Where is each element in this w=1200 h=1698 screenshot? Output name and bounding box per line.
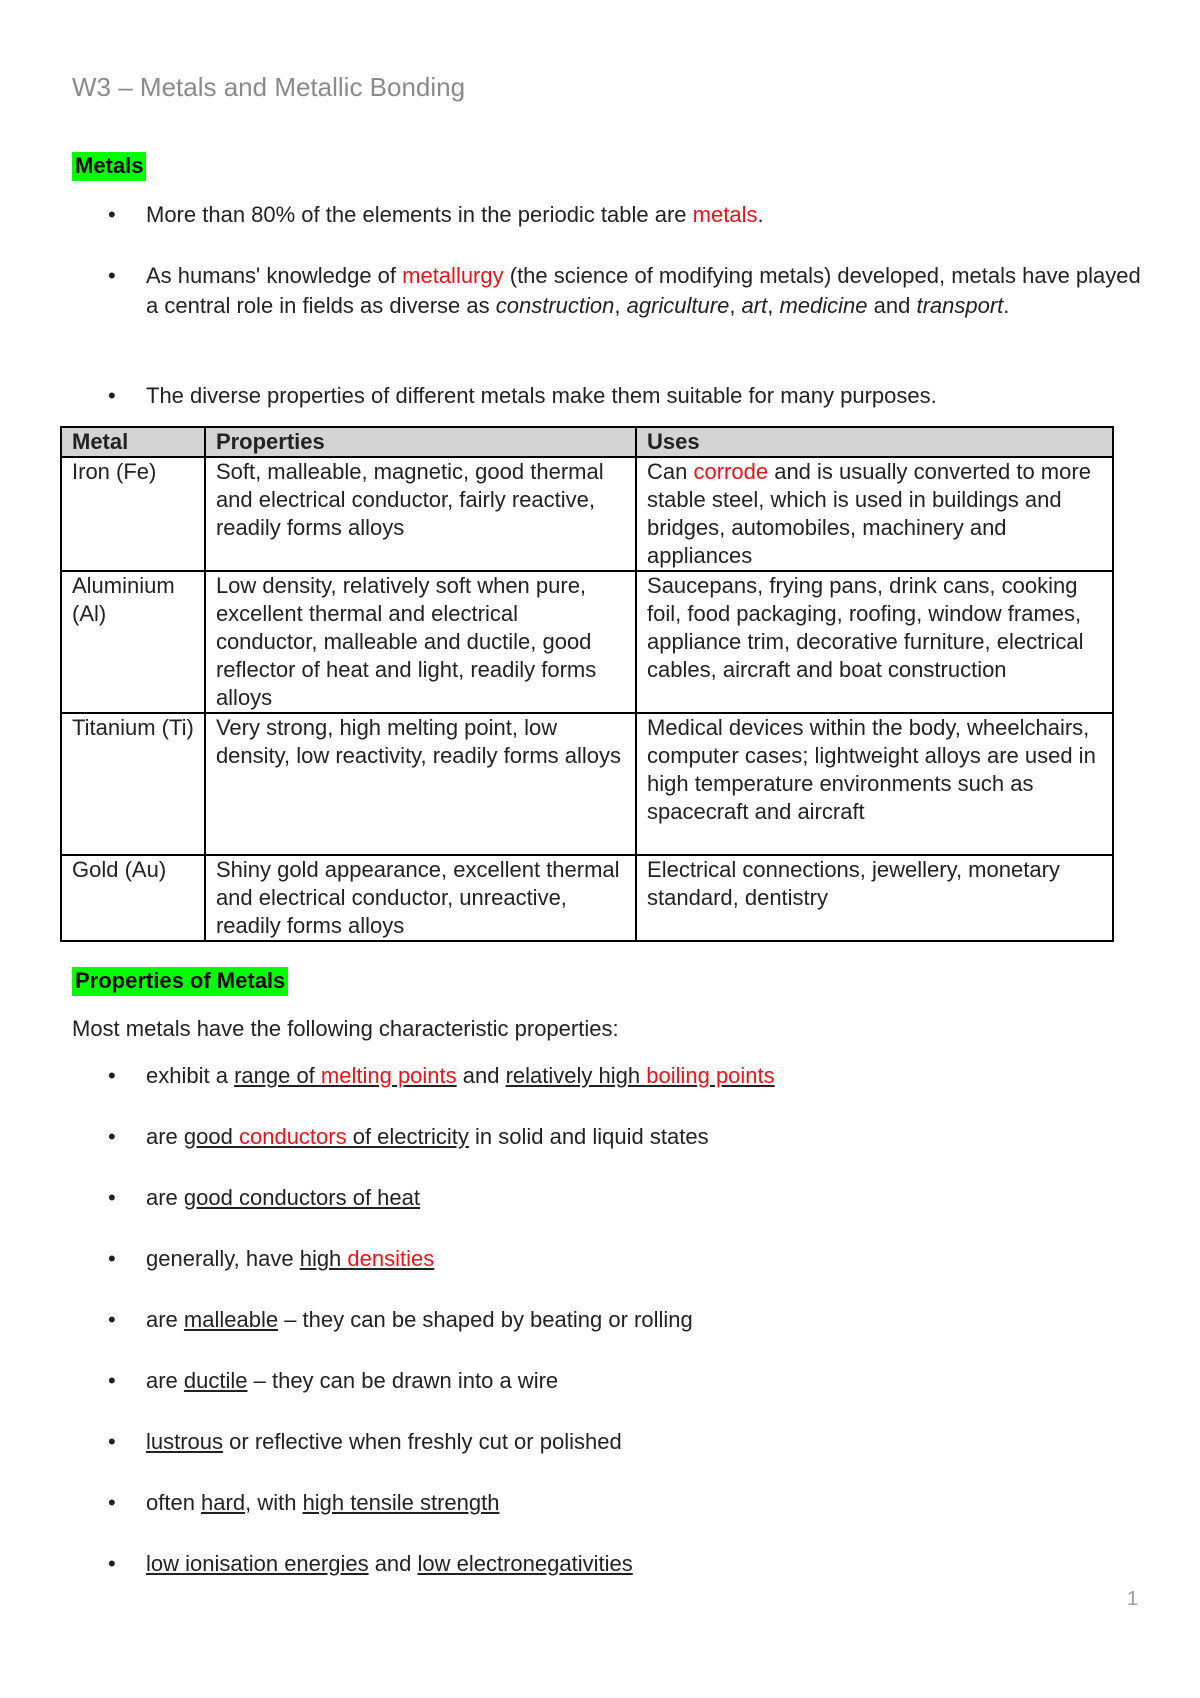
column-header-metal: Metal (61, 427, 205, 457)
list-item: • are ductile – they can be drawn into a wire (108, 1366, 1148, 1396)
cell-uses: Electrical connections, jewellery, monetary standard, dentistry (636, 855, 1113, 941)
cell-uses: Medical devices within the body, wheelchairs, computer cases; lightweight alloys are used in high temperature environments such as spacecraft and aircraft (636, 713, 1113, 855)
list-item: • often hard, with high tensile strength (108, 1488, 1148, 1518)
metals-bullet-list (108, 200, 1148, 230)
table-row (61, 713, 1113, 855)
table-row (61, 457, 1113, 571)
metals-bullet-list-2 (108, 261, 1148, 321)
list-item: • are good conductors of electricity in solid and liquid states (108, 1122, 1148, 1152)
column-header-uses: Uses (636, 427, 1113, 457)
list-item: • exhibit a range of melting points and relatively high boiling points (108, 1061, 1148, 1091)
list-item: • low ionisation energies and low electronegativities (108, 1549, 1148, 1579)
list-item: • More than 80% of the elements in the periodic table are metals. (108, 200, 1148, 230)
cell-metal: Iron (Fe) (61, 457, 205, 571)
properties-intro: Most metals have the following characteristic properties: (72, 1016, 619, 1041)
heading-metals: Metals (72, 152, 146, 181)
metals-table (60, 426, 1114, 942)
heading-properties-of-metals: Properties of Metals (72, 967, 288, 996)
list-item: • As humans' knowledge of metallurgy (the science of modifying metals) developed, metals have played a central role in fields as diverse as construction, agriculture, art, medicine and transport. (108, 261, 1148, 321)
cell-metal: Gold (Au) (61, 855, 205, 941)
list-item: • generally, have high densities (108, 1244, 1148, 1274)
metals-bullet-list-3 (108, 381, 1148, 411)
cell-uses: Can corrode and is usually converted to more stable steel, which is used in buildings and bridges, automobiles, machinery and appliances (636, 457, 1113, 571)
column-header-properties: Properties (205, 427, 636, 457)
cell-metal: Aluminium (Al) (61, 571, 205, 713)
list-item: • The diverse properties of different metals make them suitable for many purposes. (108, 381, 1148, 411)
cell-uses: Saucepans, frying pans, drink cans, cooking foil, food packaging, roofing, window frames, appliance trim, decorative furniture, electrical cables, aircraft and boat construction (636, 571, 1113, 713)
table-row (61, 855, 1113, 941)
list-item: • are malleable – they can be shaped by beating or rolling (108, 1305, 1148, 1335)
cell-properties: Soft, malleable, magnetic, good thermal and electrical conductor, fairly reactive, readily forms alloys (205, 457, 636, 571)
table-row (61, 571, 1113, 713)
document-title: W3 – Metals and Metallic Bonding (72, 72, 466, 102)
cell-properties: Low density, relatively soft when pure, excellent thermal and electrical conductor, malleable and ductile, good reflector of heat and light, readily forms alloys (205, 571, 636, 713)
properties-bullet-list (108, 1061, 1148, 1579)
list-item: • lustrous or reflective when freshly cut or polished (108, 1427, 1148, 1457)
page-number: 1 (1127, 1588, 1139, 1610)
cell-properties: Very strong, high melting point, low density, low reactivity, readily forms alloys (205, 713, 636, 855)
table-header-row (61, 427, 1113, 457)
list-item: • are good conductors of heat (108, 1183, 1148, 1213)
cell-properties: Shiny gold appearance, excellent thermal and electrical conductor, unreactive, readily forms alloys (205, 855, 636, 941)
cell-metal: Titanium (Ti) (61, 713, 205, 855)
